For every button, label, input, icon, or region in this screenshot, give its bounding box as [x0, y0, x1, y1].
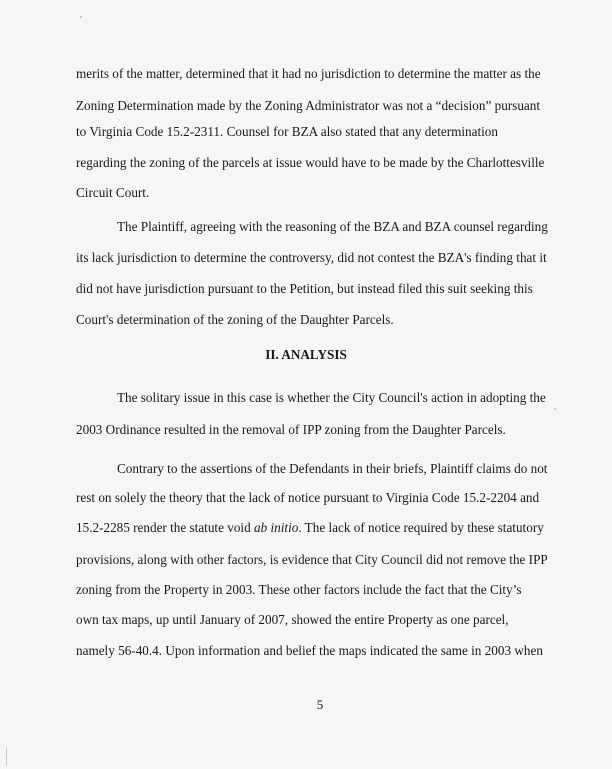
- text-line: did not have jurisdiction pursuant to the Petition, but instead filed this suit seeking this: [76, 281, 533, 296]
- page-number: 5: [316, 697, 324, 712]
- text-line: Court's determination of the zoning of the Daughter Parcels.: [76, 312, 394, 327]
- text-line: provisions, along with other factors, is evidence that City Council did not remove the IPP: [76, 552, 548, 567]
- scan-speck: [554, 408, 556, 410]
- text-run: 15.2-2285 render the statute void: [76, 520, 254, 535]
- section-heading: II. ANALYSIS: [265, 347, 347, 362]
- text-line: Contrary to the assertions of the Defendants in their briefs, Plaintiff claims do not: [117, 461, 548, 476]
- text-line: its lack jurisdiction to determine the controversy, did not contest the BZA's finding that it: [76, 250, 547, 265]
- text-line: to Virginia Code 15.2-2311. Counsel for BZA also stated that any determination: [76, 124, 498, 139]
- text-line: namely 56-40.4. Upon information and belief the maps indicated the same in 2003 when: [76, 643, 543, 658]
- text-line: 2003 Ordinance resulted in the removal of IPP zoning from the Daughter Parcels.: [76, 422, 506, 437]
- text-line: own tax maps, up until January of 2007, showed the entire Property as one parcel,: [76, 612, 509, 627]
- scan-edge-mark: [6, 748, 7, 766]
- scan-speck: [80, 16, 82, 18]
- italic-term: ab initio: [254, 520, 299, 535]
- text-line: merits of the matter, determined that it had no jurisdiction to determine the matter as the: [76, 66, 541, 81]
- text-line: The solitary issue in this case is whether the City Council's action in adopting the: [117, 390, 546, 405]
- text-line: rest on solely the theory that the lack of notice pursuant to Virginia Code 15.2-2204 and: [76, 490, 540, 505]
- text-line: The Plaintiff, agreeing with the reasoning of the BZA and BZA counsel regarding: [117, 219, 548, 234]
- text-line: zoning from the Property in 2003. These other factors include the fact that the City’s: [76, 582, 522, 597]
- text-line: Circuit Court.: [76, 185, 150, 200]
- text-line: regarding the zoning of the parcels at issue would have to be made by the Charlottesville: [76, 155, 545, 170]
- text-run: . The lack of notice required by these statutory: [298, 520, 544, 535]
- text-line: [76, 520, 544, 536]
- text-line: Zoning Determination made by the Zoning Administrator was not a “decision” pursuant: [76, 98, 541, 113]
